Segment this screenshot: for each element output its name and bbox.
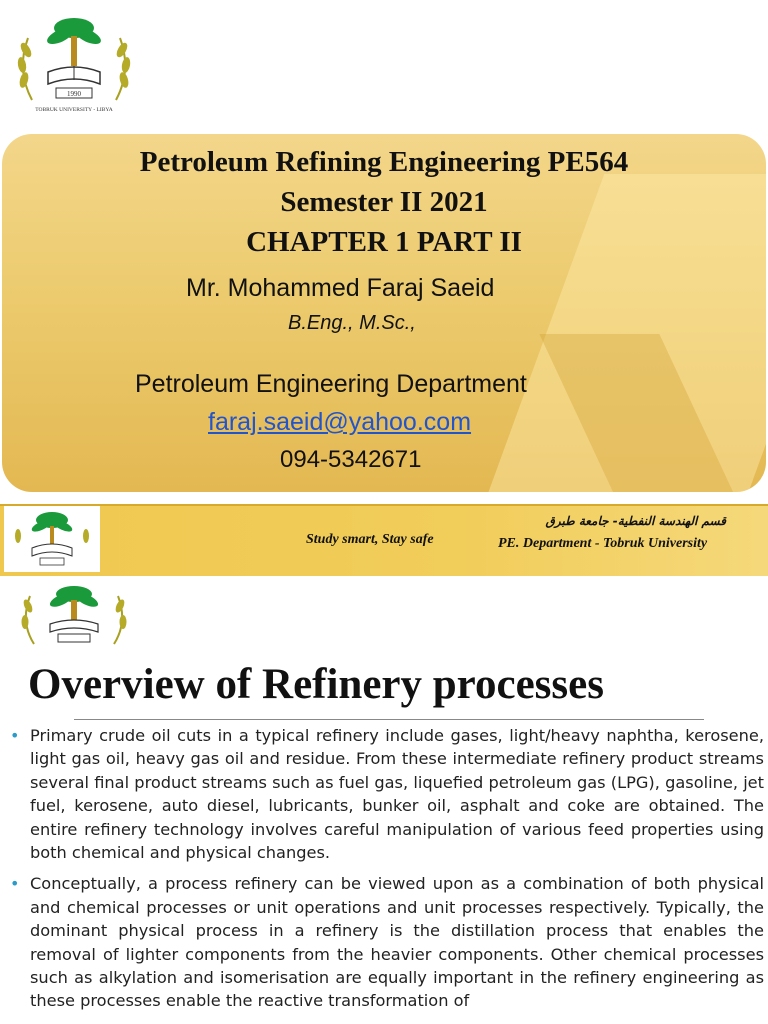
logo-ring-text: TOBRUK UNIVERSITY - LIBYA	[35, 107, 113, 113]
author-degree: B.Eng., M.Sc.,	[288, 312, 416, 334]
bullet-text: Conceptually, a process refinery can be viewed upon as a combination of both physical and chemical processes or unit operations and unit processes respectively. Typically, the dominant physical process in a refinery is the distillation process that enables the removal of lighter components from the heavier components. Other chemical processes such as alkylation and isomerisation are equally important in the refinery engineering as these processes enable the reactive transformation of	[30, 874, 764, 1011]
slide-title: Overview of Refinery processes	[28, 661, 604, 708]
footer-department: PE. Department - Tobruk University	[498, 536, 708, 551]
phone-number: 094-5342671	[280, 446, 422, 473]
footer-tagline: Study smart, Stay safe	[306, 532, 434, 547]
department-name: Petroleum Engineering Department	[135, 370, 527, 398]
bullet-dot-icon: •	[10, 874, 20, 894]
bullet-text: Primary crude oil cuts in a typical refinery include gases, light/heavy naphtha, kerosene, light gas oil, heavy gas oil and residue. From these intermediate refinery product streams several final product streams such as fuel gas, liquefied petroleum gas (LPG), gasoline, jet fuel, kerosene, auto diesel, lubricants, bunker oil, asphalt and coke are obtained. The entire refinery technology involves careful manipulation of various feed properties using both chemical and physical changes.	[30, 726, 764, 863]
logo-year: 1990	[67, 90, 81, 98]
bullet-list	[10, 724, 764, 1021]
title-underline	[74, 719, 704, 720]
email-link[interactable]: faraj.saeid@yahoo.com	[208, 408, 472, 436]
title-slide	[0, 0, 768, 496]
bullet-item	[10, 872, 764, 1012]
footer-arabic-text: قسم الهندسة النفطية- جامعة طبرق	[545, 514, 726, 528]
chapter-title: CHAPTER 1 PART II	[246, 226, 522, 258]
bullet-item	[10, 724, 764, 864]
footer-logo	[4, 506, 100, 572]
course-title: Petroleum Refining Engineering PE564	[139, 146, 629, 178]
tobruk-university-logo-slide2	[12, 582, 136, 652]
semester-title: Semester II 2021	[280, 186, 488, 218]
tobruk-university-logo	[12, 10, 136, 116]
bullet-dot-icon: •	[10, 726, 20, 745]
author-name: Mr. Mohammed Faraj Saeid	[186, 274, 495, 302]
